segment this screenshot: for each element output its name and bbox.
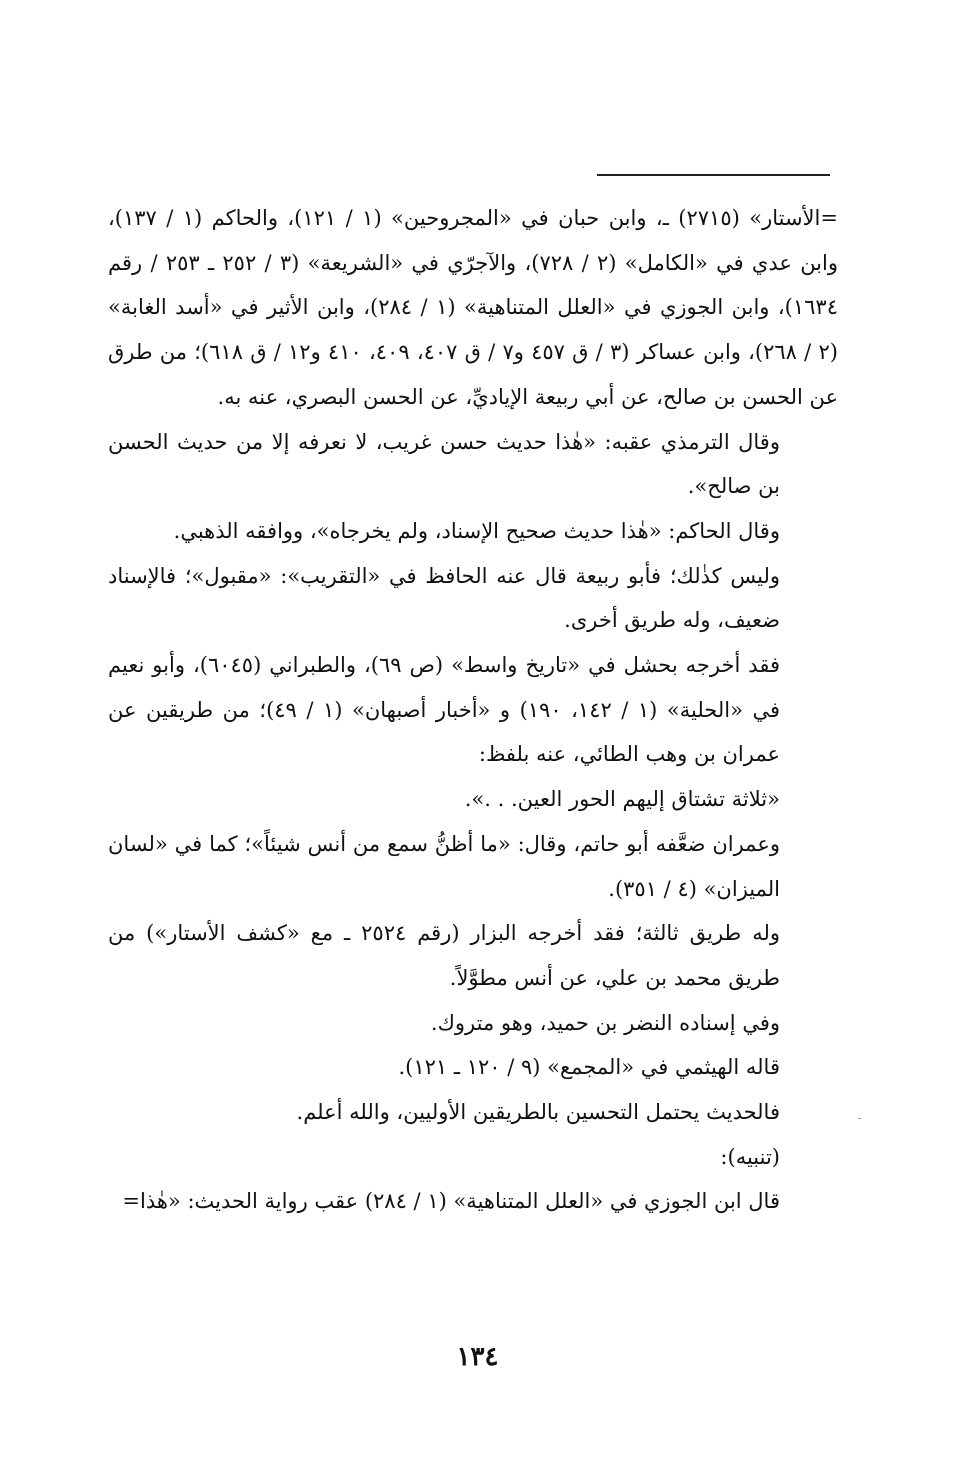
- footnote-text-block: [108, 196, 838, 1224]
- footnote-paragraph: وقال الحاكم: «هٰذا حديث صحيح الإسناد، ولم يخرجاه»، ووافقه الذهبي.: [173, 518, 780, 543]
- footnote-paragraph: قاله الهيثمي في «المجمع» (٩ / ١٢٠ ـ ١٢١).: [398, 1055, 780, 1080]
- footnote-paragraph: وقال الترمذي عقبه: «هٰذا حديث حسن غريب، لا نعرفه إلا من حديث الحسن بن صالح».: [108, 429, 780, 499]
- hadith-quote: «ثلاثة تشتاق إليهم الحور العين. . .».: [464, 787, 780, 812]
- footnote-paragraph: وفي إسناده النضر بن حميد، وهو متروك.: [430, 1010, 780, 1035]
- footnote-paragraph: وله طريق ثالثة؛ فقد أخرجه البزار (رقم ٢٥٢٤ ـ مع «كشف الأستار») من طريق محمد بن علي، عن أنس مطوَّلاً.: [108, 921, 780, 990]
- page-number: ١٣٤: [456, 1342, 499, 1372]
- footnote-paragraph: فقد أخرجه بحشل في «تاريخ واسط» (ص ٦٩)، والطبراني (٦٠٤٥)، وأبو نعيم في «الحلية» (١ / ١٤٢، ١٩٠) و «أخبار أصبهان» (١ / ٤٩)؛ من طريقين عن عمران بن وهب الطائي، عنه بلفظ:: [108, 653, 780, 767]
- footnote-paragraph: =الأستار» (٢٧١٥) ـ، وابن حبان في «المجروحين» (١ / ١٢١)، والحاكم (١ / ١٣٧)، وابن عدي في «الكامل» (٢ / ٧٢٨)، والآجرّي في «الشريعة» (٣ / ٢٥٢ ـ ٢٥٣ / رقم ١٦٣٤)، وابن الجوزي في «العلل المتناهية» (١ / ٢٨٤)، وابن الأثير في «أسد الغابة» (٢ / ٢٦٨)، وابن عساكر (٣ / ق ٤٥٧ و٧ / ق ٤٠٧، ٤٠٩، ٤١٠ و١٢ / ق ٦١٨)؛ من طرق عن الحسن بن صالح، عن أبي ربيعة الإياديِّ، عن الحسن البصري، عنه به.: [108, 206, 838, 409]
- footnote-paragraph: فالحديث يحتمل التحسين بالطريقين الأوليين، والله أعلم.: [296, 1100, 780, 1125]
- footnote-paragraph: وليس كذٰلك؛ فأبو ربيعة قال عنه الحافظ في «التقريب»: «مقبول»؛ فالإسناد ضعيف، وله طريق أخرى.: [108, 563, 780, 633]
- footnote-paragraph: وعمران ضعَّفه أبو حاتم، وقال: «ما أظنُّ سمع من أنس شيئاً»؛ كما في «لسان الميزان» (٤ / ٣٥١).: [108, 831, 780, 901]
- note-heading: (تنبيه):: [720, 1144, 780, 1169]
- footnote-separator-rule: [597, 174, 830, 176]
- scan-speck: [858, 1118, 861, 1119]
- footnote-paragraph: قال ابن الجوزي في «العلل المتناهية» (١ / ٢٨٤) عقب رواية الحديث: «هٰذا=: [122, 1189, 780, 1214]
